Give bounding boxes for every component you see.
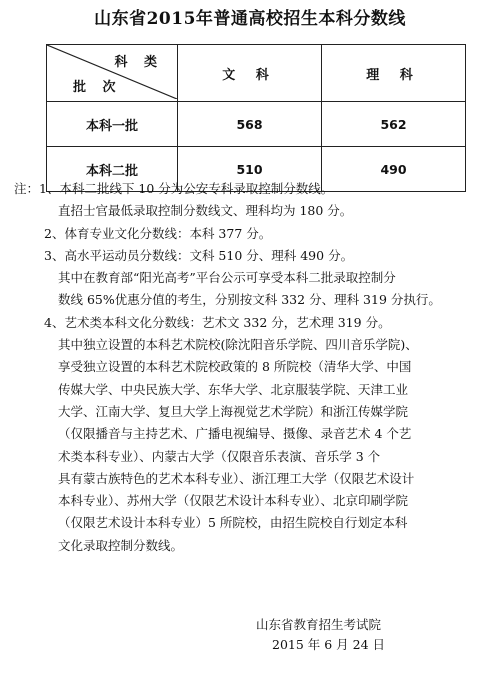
like-score: 562: [322, 102, 466, 147]
note-line: 直招士官最低录取控制分数线文、理科均为 180 分。: [58, 203, 353, 219]
wenke-score: 510: [178, 147, 322, 192]
document-title: 山东省2015年普通高校招生本科分数线: [94, 9, 406, 29]
signature-org: 山东省教育招生考试院: [256, 617, 382, 632]
table-row: [47, 102, 466, 147]
note-line: 4、艺术类本科文化分数线：艺术文 332 分，艺术理 319 分。: [44, 314, 391, 330]
signature-block: [256, 615, 385, 655]
notes-section: [14, 178, 494, 557]
note-line: 2、体育专业文化分数线：本科 377 分。: [44, 225, 272, 241]
note-line: （仅限播音与主持艺术、广播电视编导、摄像、录音艺术 4 个艺: [58, 426, 412, 442]
diagonal-header-cell: [47, 45, 178, 102]
signature-date: 2015 年 6 月 24 日: [272, 637, 386, 652]
note-line: 注：1、本科二批线下 10 分为公安专科录取控制分数线。: [14, 181, 334, 196]
note-line: 本科专业）、苏州大学（仅限艺术设计本科专业）、北京印刷学院: [58, 493, 409, 509]
score-table: [46, 44, 466, 192]
note-line: 传媒大学、中央民族大学、东华大学、北京服装学院、天津工业: [58, 381, 409, 397]
table-header-row: [47, 45, 466, 102]
note-line: 数线 65%优惠分值的考生，分别按文科 332 分、理科 319 分执行。: [58, 292, 441, 308]
note-line: 具有蒙古族特色的艺术本科专业）、浙江理工大学（仅限艺术设计: [58, 470, 415, 486]
note-line: 享受独立设置的本科艺术院校政策的 8 所院校（清华大学、中国: [58, 359, 412, 375]
header-wenke: 文 科: [178, 45, 322, 102]
note-line: 3、高水平运动员分数线：文科 510 分、理科 490 分。: [44, 247, 354, 263]
batch-cell: 本科一批: [47, 102, 178, 147]
header-batch: 批 次: [73, 80, 122, 95]
note-line: （仅限艺术设计本科专业）5 所院校，由招生院校自行划定本科: [58, 515, 408, 531]
note-line: 大学、江南大学、复旦大学上海视觉艺术学院）和浙江传媒学院: [58, 403, 409, 419]
note-line: 文化录取控制分数线。: [58, 537, 184, 553]
note-line: 其中在教育部“阳光高考”平台公示可享受本科二批录取控制分: [58, 270, 396, 286]
note-line: 术类本科专业）、内蒙古大学（仅限音乐表演、音乐学 3 个: [58, 448, 381, 464]
header-category: 科 类: [114, 55, 163, 70]
wenke-score: 568: [178, 102, 322, 147]
like-score: 490: [322, 147, 466, 192]
note-line: 其中独立设置的本科艺术院校(除沈阳音乐学院、四川音乐学院)、: [58, 337, 418, 353]
batch-cell: 本科二批: [47, 147, 178, 192]
header-like: 理 科: [322, 45, 466, 102]
